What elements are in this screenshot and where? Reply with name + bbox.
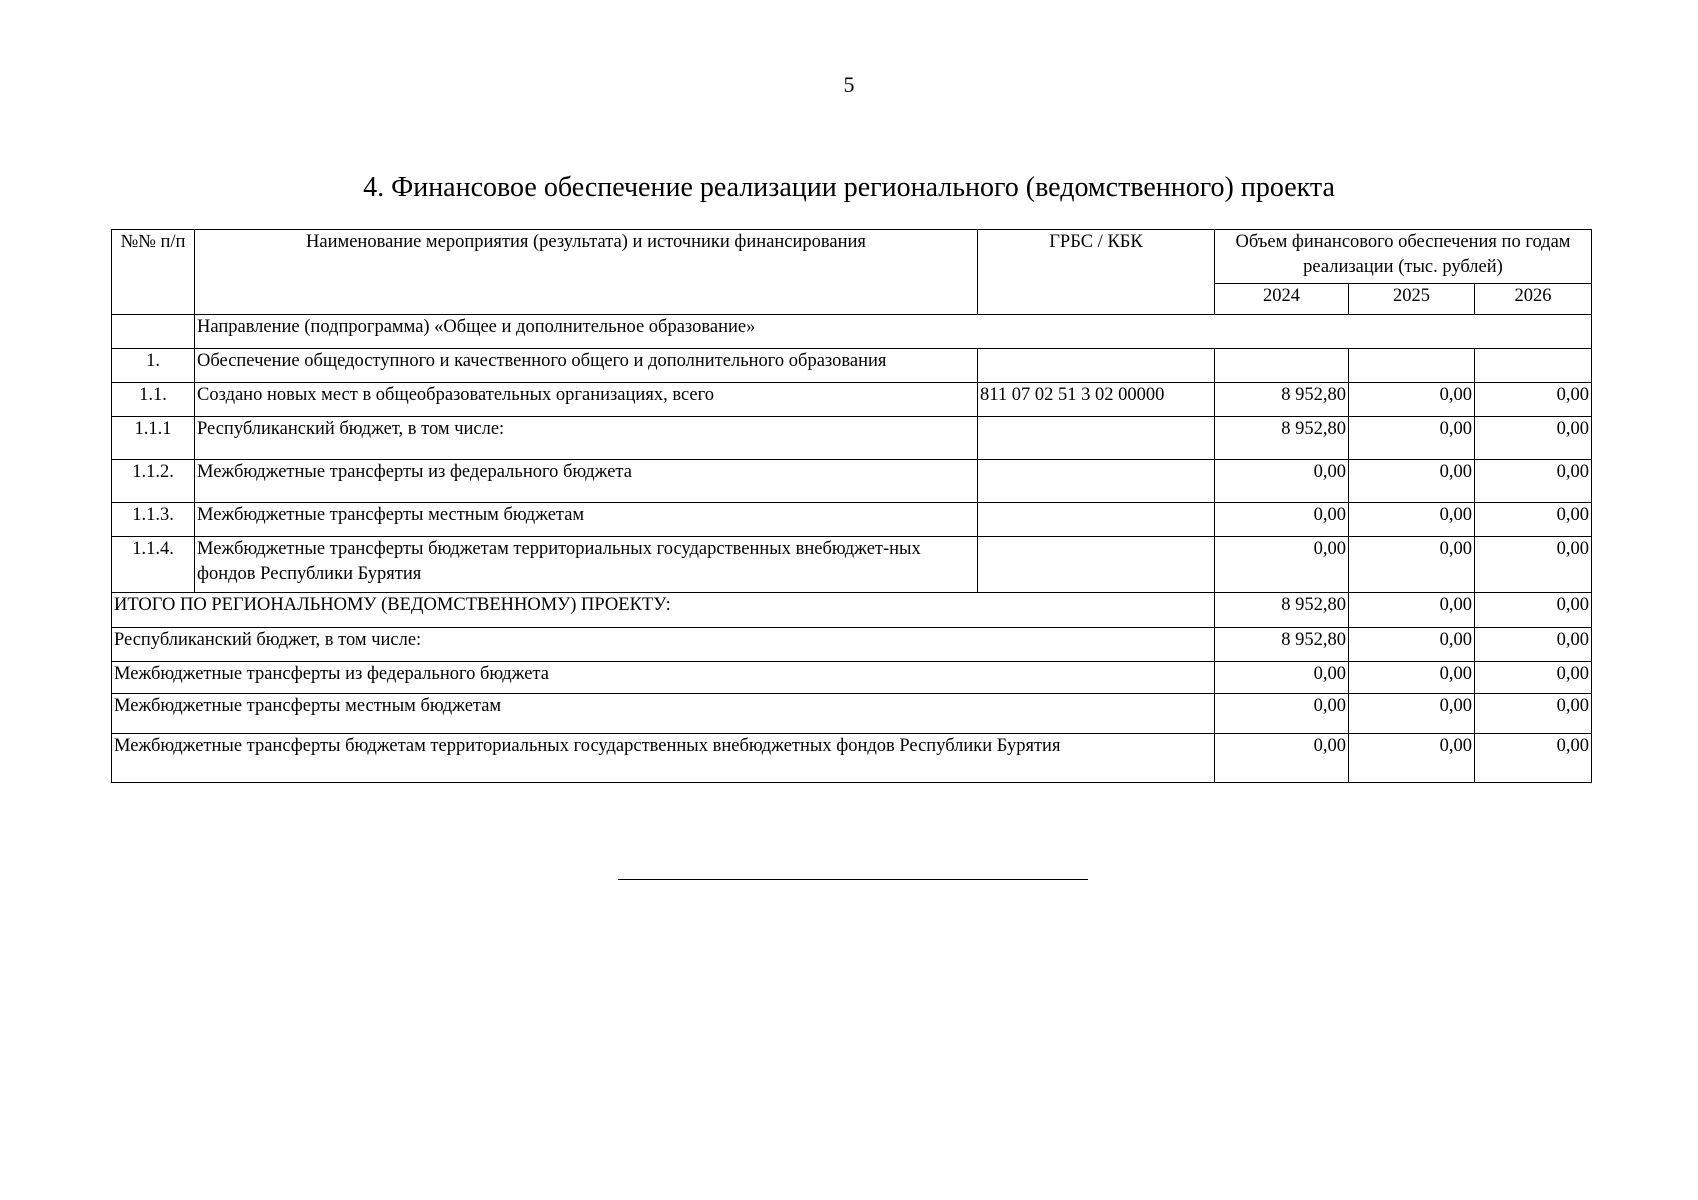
total-value-2025: 0,00: [1349, 628, 1475, 662]
total-value-2026: 0,00: [1475, 734, 1592, 783]
row-name: Обеспечение общедоступного и качественного общего и дополнительного образования: [195, 349, 978, 383]
row-value-2025: 0,00: [1349, 417, 1475, 460]
row-grbs: [978, 349, 1215, 383]
row-value-2025: 0,00: [1349, 503, 1475, 537]
total-value-2025: 0,00: [1349, 734, 1475, 783]
row-grbs: 811 07 02 51 3 02 00000: [978, 383, 1215, 417]
table-row: [112, 503, 1592, 537]
row-value-2025: 0,00: [1349, 537, 1475, 593]
table-row: [112, 349, 1592, 383]
total-value-2024: 0,00: [1215, 694, 1349, 734]
row-value-2026: [1475, 349, 1592, 383]
row-num: 1.: [112, 349, 195, 383]
row-grbs: [978, 460, 1215, 503]
section-title: 4. Финансовое обеспечение реализации регионального (ведомственного) проекта: [363, 172, 1335, 203]
table-row: [112, 383, 1592, 417]
row-grbs: [978, 417, 1215, 460]
total-row: [112, 694, 1592, 734]
total-row: [112, 734, 1592, 783]
row-value-2026: 0,00: [1475, 417, 1592, 460]
row-value-2026: 0,00: [1475, 383, 1592, 417]
row-num: 1.1.2.: [112, 460, 195, 503]
row-value-2026: 0,00: [1475, 460, 1592, 503]
row-value-2024: 8 952,80: [1215, 417, 1349, 460]
total-value-2026: 0,00: [1475, 628, 1592, 662]
total-label: Межбюджетные трансферты из федерального бюджета: [112, 662, 1215, 694]
total-value-2024: 0,00: [1215, 662, 1349, 694]
total-value-2025: 0,00: [1349, 662, 1475, 694]
total-row: [112, 593, 1592, 628]
total-value-2025: 0,00: [1349, 694, 1475, 734]
row-value-2026: 0,00: [1475, 537, 1592, 593]
header-volume: Объем финансового обеспечения по годам реализации (тыс. рублей): [1215, 230, 1592, 284]
row-value-2025: [1349, 349, 1475, 383]
row-name: Республиканский бюджет, в том числе:: [195, 417, 978, 460]
header-num: №№ п/п: [112, 230, 195, 315]
total-value-2026: 0,00: [1475, 662, 1592, 694]
row-name: Межбюджетные трансферты местным бюджетам: [195, 503, 978, 537]
row-num: 1.1.3.: [112, 503, 195, 537]
header-year-2024: 2024: [1215, 284, 1349, 315]
page-number: 5: [843, 72, 855, 97]
total-value-2024: 0,00: [1215, 734, 1349, 783]
table-row: [112, 537, 1592, 593]
row-value-2024: [1215, 349, 1349, 383]
row-name: Межбюджетные трансферты из федерального бюджета: [195, 460, 978, 503]
header-name: Наименование мероприятия (результата) и источники финансирования: [195, 230, 978, 315]
closing-rule: [618, 879, 1088, 880]
header-year-2026: 2026: [1475, 284, 1592, 315]
direction-label: Направление (подпрограмма) «Общее и дополнительное образование»: [195, 315, 1592, 349]
row-grbs: [978, 503, 1215, 537]
row-name: Межбюджетные трансферты бюджетам территориальных государственных внебюджет-ных фондов Республики Бурятия: [195, 537, 978, 593]
direction-row: [112, 315, 1592, 349]
total-label: ИТОГО ПО РЕГИОНАЛЬНОМУ (ВЕДОМСТВЕННОМУ) ПРОЕКТУ:: [112, 593, 1215, 628]
total-row: [112, 628, 1592, 662]
total-label: Республиканский бюджет, в том числе:: [112, 628, 1215, 662]
financing-table: [111, 229, 1592, 783]
row-value-2024: 0,00: [1215, 537, 1349, 593]
total-value-2026: 0,00: [1475, 694, 1592, 734]
row-num: 1.1.: [112, 383, 195, 417]
row-value-2025: 0,00: [1349, 460, 1475, 503]
row-grbs: [978, 537, 1215, 593]
header-year-2025: 2025: [1349, 284, 1475, 315]
row-value-2024: 0,00: [1215, 460, 1349, 503]
row-name: Создано новых мест в общеобразовательных организациях, всего: [195, 383, 978, 417]
row-num: 1.1.1: [112, 417, 195, 460]
total-label: Межбюджетные трансферты местным бюджетам: [112, 694, 1215, 734]
total-value-2024: 8 952,80: [1215, 593, 1349, 628]
row-value-2026: 0,00: [1475, 503, 1592, 537]
row-value-2024: 8 952,80: [1215, 383, 1349, 417]
header-grbs: ГРБС / КБК: [978, 230, 1215, 315]
table-row: [112, 417, 1592, 460]
row-value-2024: 0,00: [1215, 503, 1349, 537]
table-row: [112, 460, 1592, 503]
total-value-2024: 8 952,80: [1215, 628, 1349, 662]
row-num: 1.1.4.: [112, 537, 195, 593]
total-label: Межбюджетные трансферты бюджетам территориальных государственных внебюджетных фондов Республики Бурятия: [112, 734, 1215, 783]
row-value-2025: 0,00: [1349, 383, 1475, 417]
total-value-2025: 0,00: [1349, 593, 1475, 628]
direction-num-cell: [112, 315, 195, 349]
total-value-2026: 0,00: [1475, 593, 1592, 628]
total-row: [112, 662, 1592, 694]
